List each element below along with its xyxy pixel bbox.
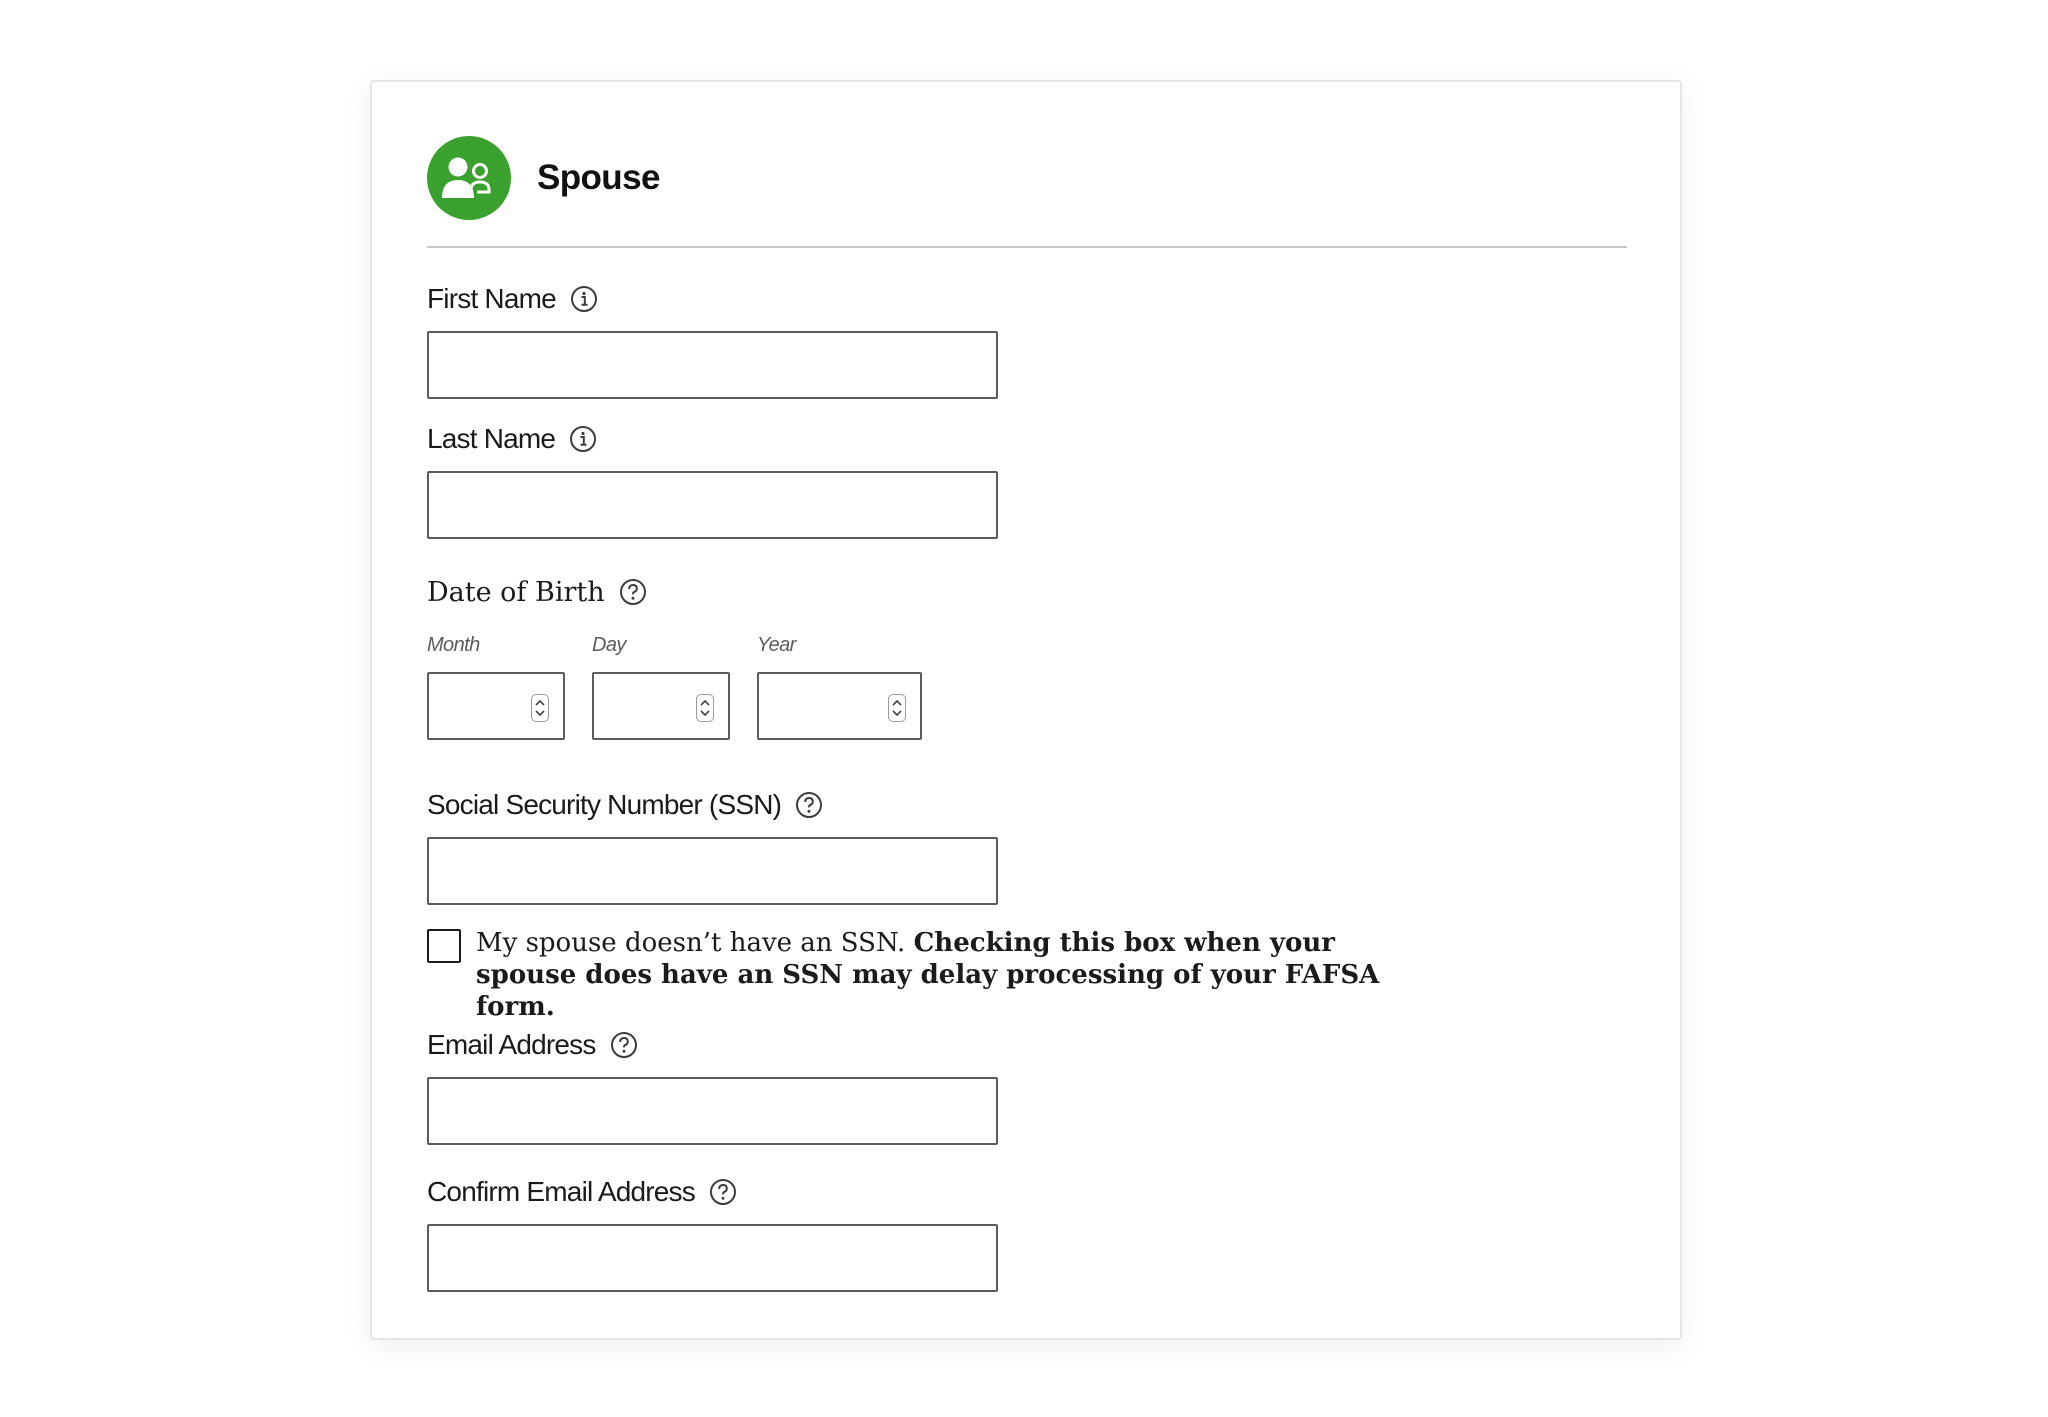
date-of-birth-label: Date of Birth [427,576,605,608]
day-stepper[interactable] [696,694,714,722]
email-input[interactable] [427,1077,998,1145]
day-group [592,634,730,740]
date-of-birth-field [427,574,922,740]
confirm-email-field [427,1174,998,1292]
month-input[interactable] [427,672,565,740]
last-name-field [427,421,998,539]
info-icon[interactable] [570,285,598,313]
spouse-card [370,80,1682,1340]
year-label: Year [757,634,796,656]
last-name-label: Last Name [427,423,556,454]
info-icon[interactable] [569,425,597,453]
last-name-input[interactable] [427,471,998,539]
confirm-email-input[interactable] [427,1224,998,1292]
no-ssn-checkbox[interactable] [427,929,461,963]
help-icon[interactable] [619,578,647,606]
month-label: Month [427,634,480,656]
month-stepper[interactable] [531,694,549,722]
header-divider [427,246,1627,248]
no-ssn-label[interactable] [476,927,1436,1023]
month-group [427,634,565,740]
first-name-field [427,281,998,399]
year-group [757,634,922,740]
day-label: Day [592,634,626,656]
year-input[interactable] [757,672,922,740]
year-stepper[interactable] [888,694,906,722]
no-ssn-checkbox-row [427,927,1436,1023]
ssn-label: Social Security Number (SSN) [427,789,782,820]
help-icon[interactable] [709,1178,737,1206]
confirm-email-label: Confirm Email Address [427,1176,695,1207]
first-name-label: First Name [427,283,556,314]
email-field [427,1027,998,1145]
day-input[interactable] [592,672,730,740]
first-name-input[interactable] [427,331,998,399]
user-add-icon [427,136,511,220]
ssn-field [427,787,998,905]
section-header [427,136,660,220]
email-label: Email Address [427,1029,596,1060]
no-ssn-text: My spouse doesn’t have an SSN. [476,928,906,958]
help-icon[interactable] [610,1031,638,1059]
ssn-input[interactable] [427,837,998,905]
no-ssn-warning: Checking this box when your spouse does have an SSN may delay processing of your FAFSA form. [476,928,1380,1022]
section-title: Spouse [537,158,660,197]
help-icon[interactable] [795,791,823,819]
